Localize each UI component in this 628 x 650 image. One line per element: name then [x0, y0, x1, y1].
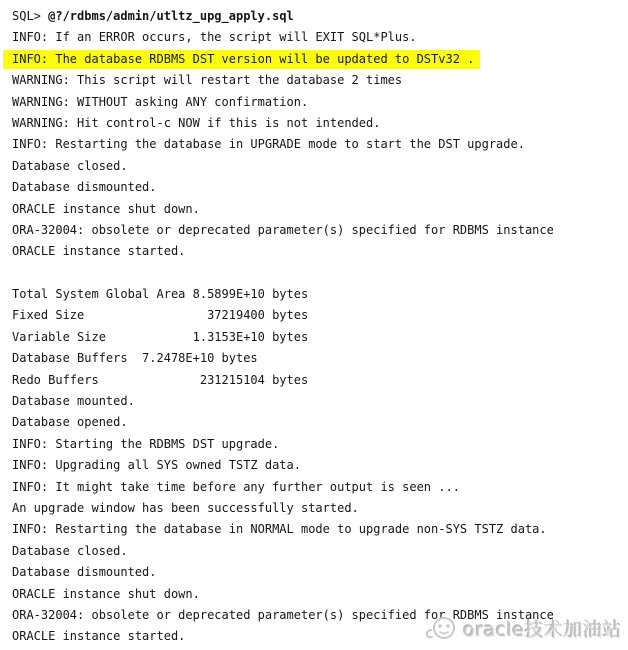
- terminal-line: ORACLE instance started.: [12, 244, 186, 259]
- terminal-line: Fixed Size 37219400 bytes: [12, 308, 309, 323]
- terminal-output: [12, 27, 628, 647]
- terminal-line: WARNING: Hit control-c NOW if this is not intended.: [12, 115, 381, 130]
- terminal-line: Database closed.: [12, 158, 128, 173]
- terminal-line: ORA-32004: obsolete or deprecated parameter(s) specified for RDBMS instance: [12, 222, 554, 237]
- sql-command: @?/rdbms/admin/utltz_upg_apply.sql: [48, 9, 294, 23]
- terminal-line: Redo Buffers 231215104 bytes: [12, 372, 309, 387]
- terminal-line: INFO: Restarting the database in UPGRADE mode to start the DST upgrade.: [12, 137, 525, 152]
- watermark-text: oracle技术加油站: [463, 618, 622, 641]
- terminal-line: Database closed.: [12, 543, 128, 558]
- highlighted-info-line: [12, 49, 628, 70]
- terminal-line: Variable Size 1.3153E+10 bytes: [12, 329, 309, 344]
- terminal-line: Database opened.: [12, 415, 128, 430]
- watermark: [423, 614, 622, 642]
- highlighted-info-text: INFO: The database RDBMS DST version will be updated to DSTv32 .: [3, 50, 480, 69]
- sql-prompt-line: [12, 6, 628, 27]
- panda-mascot-icon: [423, 614, 459, 642]
- blank-line: [12, 263, 628, 284]
- terminal-line: An upgrade window has been successfully started.: [12, 500, 359, 515]
- terminal-line: ORACLE instance shut down.: [12, 586, 200, 601]
- terminal-line: WARNING: WITHOUT asking ANY confirmation.: [12, 94, 309, 109]
- terminal-line: Database dismounted.: [12, 565, 157, 580]
- sql-prompt: SQL>: [12, 9, 49, 23]
- terminal-line: INFO: Upgrading all SYS owned TSTZ data.: [12, 458, 301, 473]
- terminal-line: ORACLE instance started.: [12, 629, 186, 644]
- terminal-line: ORACLE instance shut down.: [12, 201, 200, 216]
- terminal-line: INFO: If an ERROR occurs, the script will EXIT SQL*Plus.: [12, 30, 417, 45]
- terminal-line: INFO: Starting the RDBMS DST upgrade.: [12, 436, 280, 451]
- terminal-line: Total System Global Area 8.5899E+10 bytes: [12, 287, 309, 302]
- terminal-line: Database Buffers 7.2478E+10 bytes: [12, 351, 258, 366]
- terminal-line: INFO: It might take time before any further output is seen ...: [12, 479, 460, 494]
- terminal-line: WARNING: This script will restart the database 2 times: [12, 73, 403, 88]
- terminal-line: Database dismounted.: [12, 180, 157, 195]
- terminal-line: Database mounted.: [12, 394, 135, 409]
- terminal-line: ORA-32004: obsolete or deprecated parameter(s) specified for RDBMS instance: [12, 607, 554, 622]
- terminal-line: INFO: Restarting the database in NORMAL mode to upgrade non-SYS TSTZ data.: [12, 522, 547, 537]
